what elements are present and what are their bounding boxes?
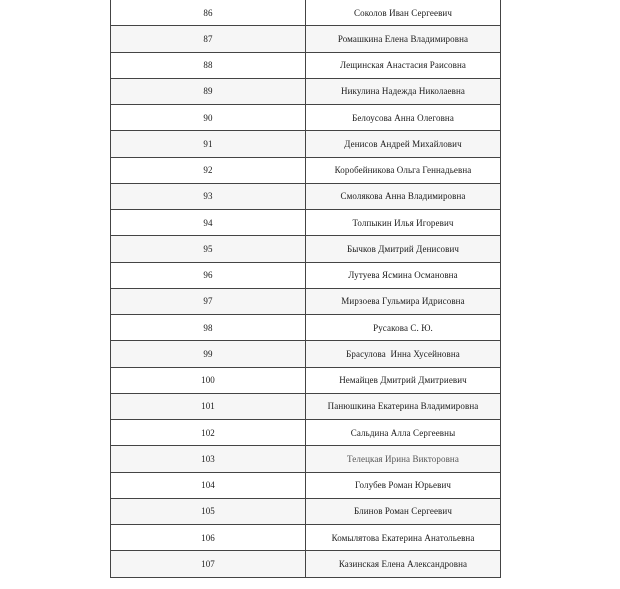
row-number: 102	[111, 420, 306, 446]
table-row	[111, 315, 501, 341]
row-number: 97	[111, 288, 306, 314]
row-number: 86	[111, 0, 306, 26]
row-number: 88	[111, 52, 306, 78]
table-row	[111, 0, 501, 26]
row-full-name: Белоусова Анна Олеговна	[306, 105, 501, 131]
table-row	[111, 341, 501, 367]
row-number: 103	[111, 446, 306, 472]
table-row	[111, 288, 501, 314]
table-row	[111, 446, 501, 472]
table-row	[111, 52, 501, 78]
row-full-name: Немайцев Дмитрий Дмитриевич	[306, 367, 501, 393]
row-full-name: Лутуева Ясмина Османовна	[306, 262, 501, 288]
row-full-name: Бычков Дмитрий Денисович	[306, 236, 501, 262]
row-number: 106	[111, 525, 306, 551]
table-row	[111, 105, 501, 131]
row-full-name: Казинская Елена Александровна	[306, 551, 501, 577]
table-row	[111, 26, 501, 52]
table-row	[111, 210, 501, 236]
roster-sheet	[110, 0, 500, 578]
row-full-name: Блинов Роман Сергеевич	[306, 498, 501, 524]
row-number: 104	[111, 472, 306, 498]
row-number: 101	[111, 393, 306, 419]
row-full-name: Сальдина Алла Сергеевны	[306, 420, 501, 446]
table-row	[111, 78, 501, 104]
row-full-name: Коробейникова Ольга Геннадьевна	[306, 157, 501, 183]
row-full-name: Брасулова Инна Хусейновна	[306, 341, 501, 367]
row-number: 99	[111, 341, 306, 367]
table-row	[111, 551, 501, 577]
row-number: 95	[111, 236, 306, 262]
row-full-name: Денисов Андрей Михайлович	[306, 131, 501, 157]
row-full-name: Смолякова Анна Владимировна	[306, 183, 501, 209]
row-number: 90	[111, 105, 306, 131]
row-number: 94	[111, 210, 306, 236]
row-number: 107	[111, 551, 306, 577]
row-full-name: Лещинская Анастасия Раисовна	[306, 52, 501, 78]
row-full-name: Никулина Надежда Николаевна	[306, 78, 501, 104]
row-full-name: Ромашкина Елена Владимировна	[306, 26, 501, 52]
row-full-name: Телецкая Ирина Викторовна	[306, 446, 501, 472]
table-row	[111, 472, 501, 498]
table-row	[111, 393, 501, 419]
table-row	[111, 157, 501, 183]
row-number: 98	[111, 315, 306, 341]
row-full-name: Русакова С. Ю.	[306, 315, 501, 341]
row-number: 92	[111, 157, 306, 183]
row-number: 91	[111, 131, 306, 157]
table-row	[111, 367, 501, 393]
table-row	[111, 131, 501, 157]
row-number: 105	[111, 498, 306, 524]
row-full-name: Голубев Роман Юрьевич	[306, 472, 501, 498]
row-full-name: Панюшкина Екатерина Владимировна	[306, 393, 501, 419]
table-row	[111, 262, 501, 288]
roster-table	[110, 0, 501, 578]
row-full-name: Соколов Иван Сергеевич	[306, 0, 501, 26]
row-number: 100	[111, 367, 306, 393]
row-full-name: Мирзоева Гульмира Идрисовна	[306, 288, 501, 314]
row-full-name: Толпыкин Илья Игоревич	[306, 210, 501, 236]
table-row	[111, 498, 501, 524]
row-number: 93	[111, 183, 306, 209]
row-number: 96	[111, 262, 306, 288]
row-number: 89	[111, 78, 306, 104]
row-full-name: Комылятова Екатерина Анатольевна	[306, 525, 501, 551]
row-number: 87	[111, 26, 306, 52]
table-row	[111, 183, 501, 209]
roster-table-body	[111, 0, 501, 577]
table-row	[111, 236, 501, 262]
table-row	[111, 525, 501, 551]
table-row	[111, 420, 501, 446]
